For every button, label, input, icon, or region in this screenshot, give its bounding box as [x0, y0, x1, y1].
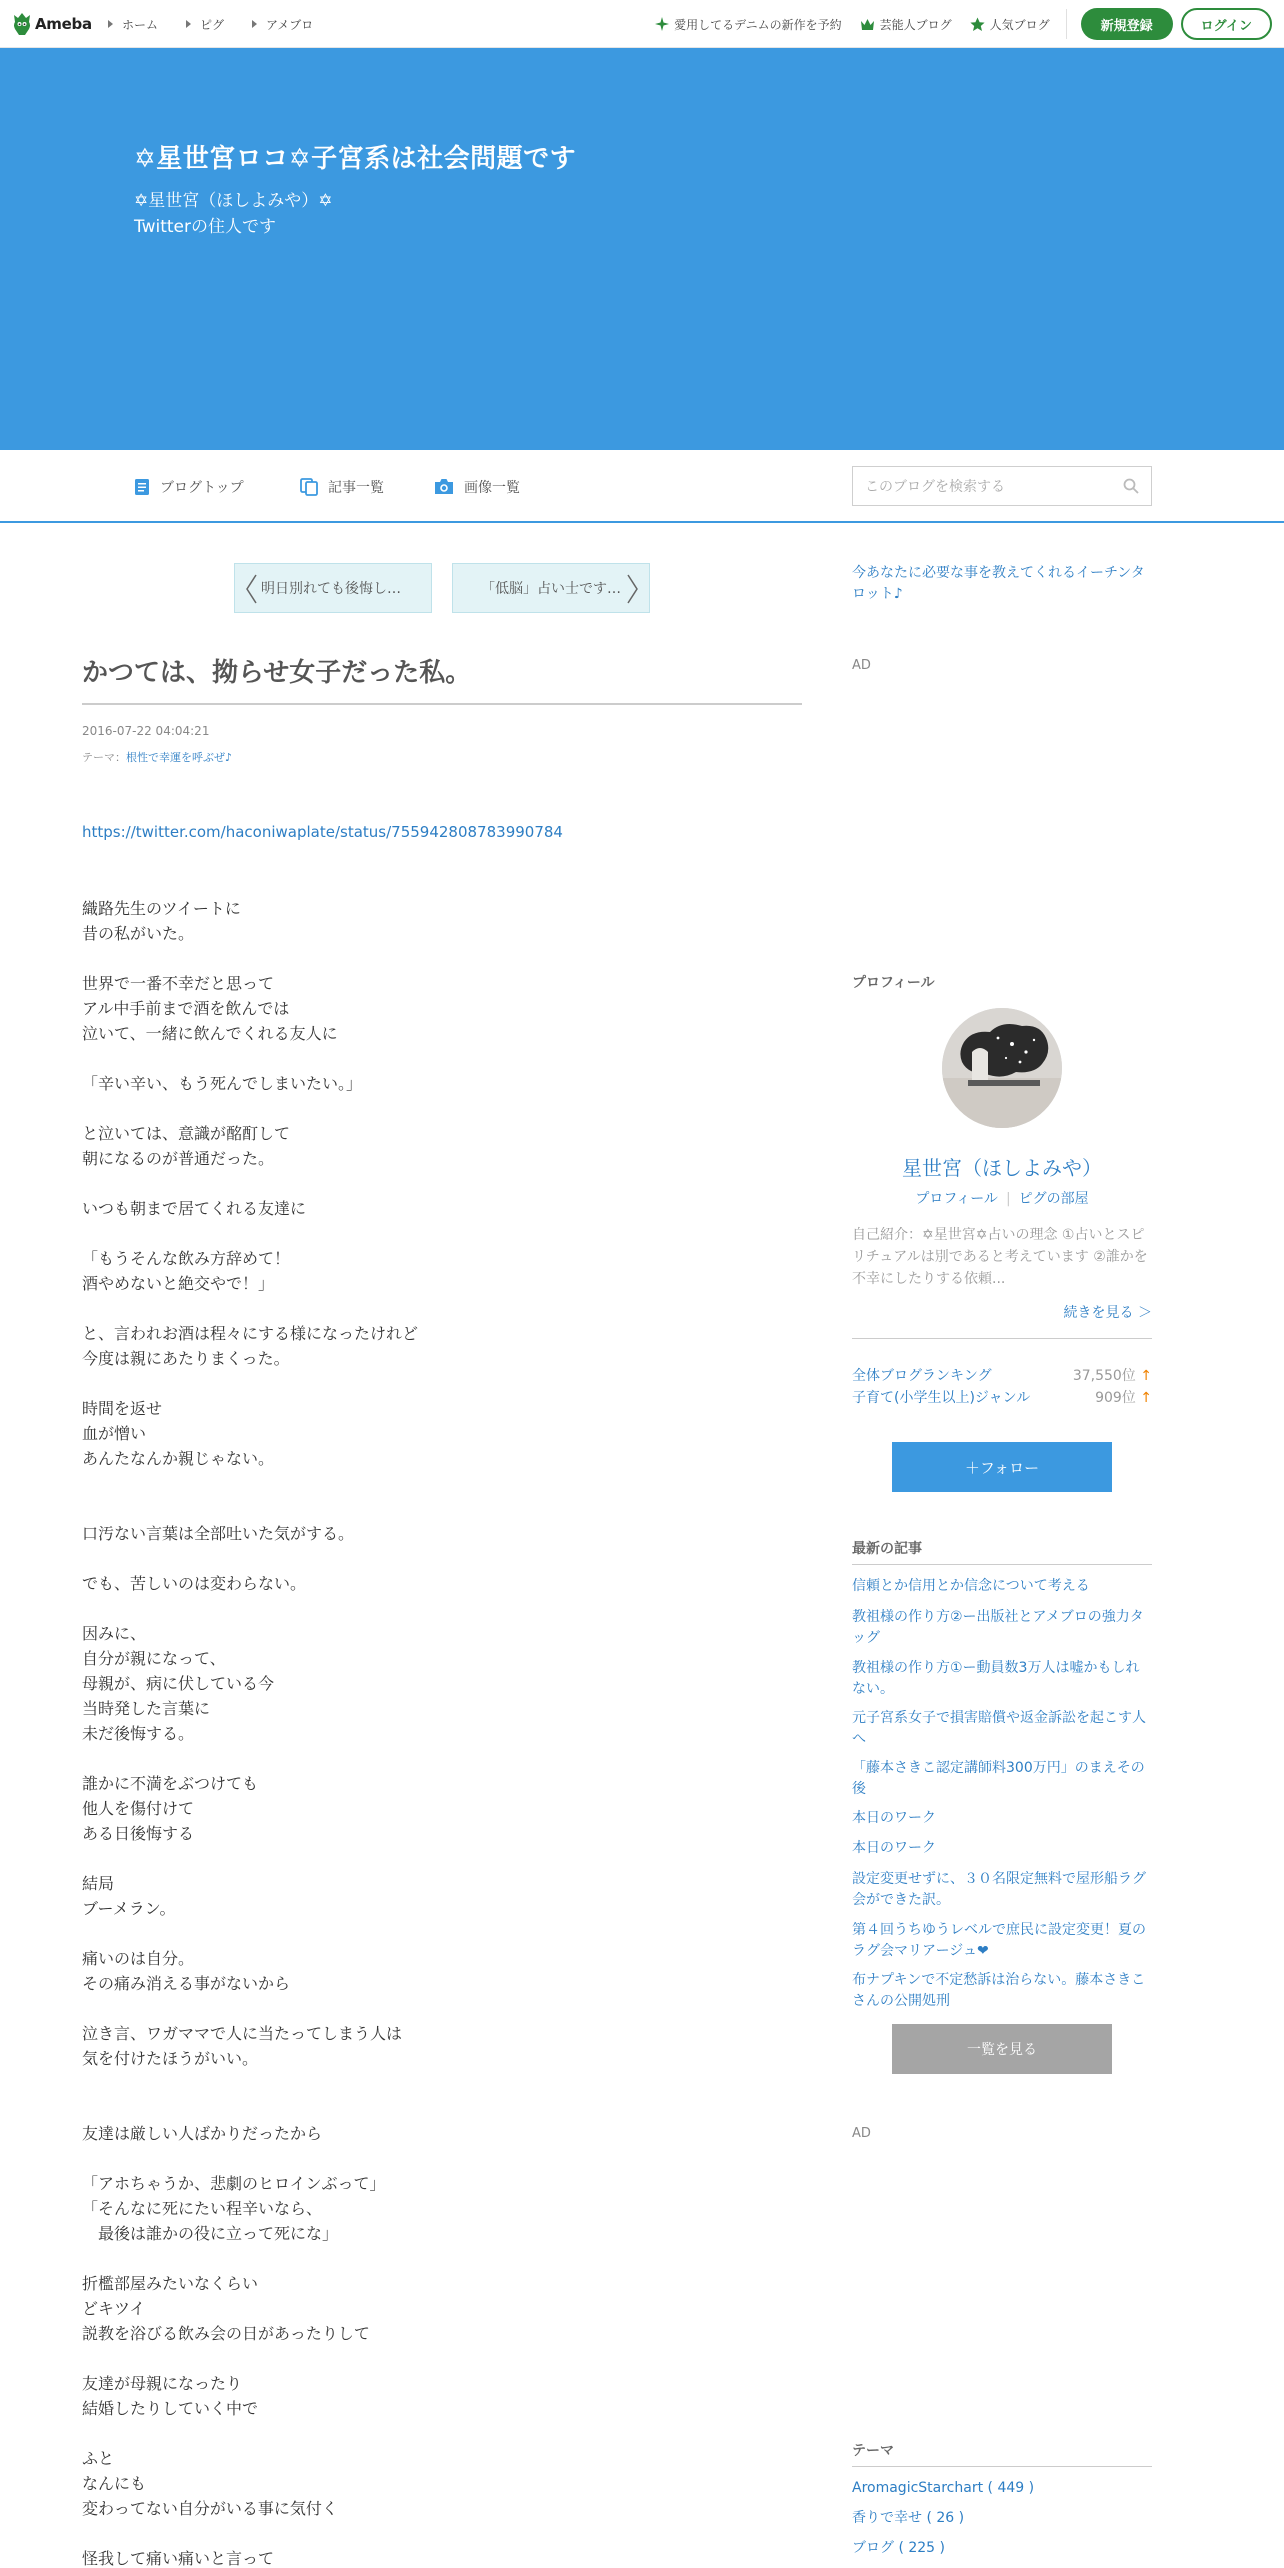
recent-article-link[interactable]: 元子宮系女子で損害賠償や返金訴訟を起こす人へ [852, 1710, 1146, 1747]
article-line [82, 1746, 802, 1771]
article-line: ふと [82, 2449, 115, 2468]
popular-blog-link[interactable] [970, 16, 1050, 33]
article-title: かつては、拗らせ女子だった私。 [82, 658, 472, 688]
article-line: 今度は親にあたりまくった。 [82, 1349, 290, 1368]
profile-links [852, 1188, 1152, 1208]
article-line: 友達は厳しい人ばかりだったから [82, 2124, 323, 2143]
ranking-value: 909位 [1095, 1390, 1136, 1406]
next-article-button[interactable] [452, 563, 650, 613]
article-line [82, 1996, 802, 2021]
article-line: いつも朝まで居てくれる友達に [82, 1199, 307, 1218]
blog-nav [0, 450, 1284, 523]
article-line: 泣き言、ワガママで人に当たってしまう人は [82, 2024, 403, 2043]
ameba-logo-icon [12, 12, 32, 36]
global-nav [108, 0, 341, 48]
article-line: 「そんなに死にたい程辛いなら、 [82, 2199, 323, 2218]
rank-up-icon: ↑ [1140, 1390, 1152, 1406]
prev-article-label: 明日別れても後悔し… [261, 581, 401, 597]
article-body [82, 896, 802, 2568]
chevron-left-icon [245, 574, 257, 604]
divider: | [1005, 1191, 1011, 1207]
profile-intro: 自己紹介：✡星世宮✡占いの理念 ①占いとスピリチュアルは別であると考えています ②誰かを不幸にしたりする依頼... [852, 1227, 1148, 1287]
nav-pigg-label: ピグ [200, 17, 225, 32]
article-line: 酒やめないと絶交やで！」 [82, 1274, 275, 1293]
divider [852, 1338, 1152, 1339]
theme-prefix: テーマ： [82, 751, 126, 764]
copy-icon [300, 478, 318, 496]
pigg-room-link[interactable]: ピグの部屋 [1018, 1191, 1089, 1207]
article-line: 「もうそんな飲み方辞めて！ [82, 1249, 291, 1268]
nav-home-label: ホーム [122, 17, 159, 32]
title-divider [82, 703, 802, 705]
ranking-label[interactable]: 子育て(小学生以上)ジャンル [852, 1390, 1031, 1406]
article-list-label: 記事一覧 [328, 479, 384, 496]
nav-pigg[interactable] [186, 16, 224, 33]
article-line: 当時発した言葉に [82, 1699, 211, 1718]
blog-title[interactable]: ✡星世宮ロコ✡子宮系は社会問題です [134, 144, 577, 174]
celebrity-blog-link[interactable] [860, 16, 952, 33]
blog-search-placeholder: このブログを検索する [865, 479, 1005, 495]
article-line [82, 1296, 802, 1321]
ranking-genre [852, 1387, 1152, 1407]
article-line: あんたなんか親じゃない。 [82, 1449, 275, 1468]
article-line: 因みに、 [82, 1624, 147, 1643]
article-line [82, 1096, 802, 1121]
article-line [82, 1221, 802, 1246]
recent-article-link[interactable]: 本日のワーク [852, 1810, 936, 1826]
theme-link[interactable]: ブログ ( 225 ) [852, 2540, 945, 2556]
nav-home[interactable] [108, 16, 158, 33]
article-line: 友達が母親になったり [82, 2374, 243, 2393]
article-line: ブーメラン。 [82, 1899, 176, 1918]
article-line [82, 2421, 802, 2446]
triangle-right-icon [186, 20, 191, 28]
avatar[interactable] [942, 1008, 1062, 1128]
theme-link[interactable]: AromagicStarchart ( 449 ) [852, 2480, 1035, 2496]
article-line: 最後は誰かの役に立って死にな」 [82, 2224, 339, 2243]
article-line: 口汚ない言葉は全部吐いた気がする。 [82, 1524, 355, 1543]
article-line: どキツイ [82, 2299, 146, 2318]
ranking-overall [852, 1365, 1152, 1385]
recent-article-link[interactable]: 設定変更せずに、３０名限定無料で屋形船ラグ会ができた訳。 [852, 1871, 1146, 1908]
article-line: 結局 [82, 1874, 115, 1893]
rank-up-icon: ↑ [1140, 1368, 1152, 1384]
triangle-right-icon [108, 20, 113, 28]
article-line [82, 1596, 802, 1621]
article-line: 世界で一番不幸だと思って [82, 974, 275, 993]
search-icon[interactable] [1123, 478, 1139, 494]
prev-article-button[interactable] [234, 563, 432, 613]
article-line [82, 2521, 802, 2546]
recent-article-link[interactable]: 教祖様の作り方①ー動員数3万人は嘘かもしれない。 [852, 1660, 1140, 1697]
divider [852, 1564, 1152, 1565]
theme-link[interactable]: 香りで幸せ ( 26 ) [852, 2510, 965, 2526]
article-line [82, 1546, 802, 1571]
image-list-link[interactable] [434, 450, 520, 523]
article-line: 血が憎い [82, 1424, 147, 1443]
article-line: 誰かに不満をぶつけても [82, 1774, 259, 1793]
theme-heading: テーマ [852, 2443, 894, 2459]
article-line [82, 1921, 802, 1946]
article-date: 2016-07-22 04:04:21 [82, 724, 210, 738]
article-line [82, 1471, 802, 1496]
celebrity-blog-label: 芸能人ブログ [879, 17, 952, 32]
divider [1066, 9, 1067, 39]
article-line: 痛いのは自分。 [82, 1949, 195, 1968]
recent-heading: 最新の記事 [852, 1541, 922, 1557]
crown-icon [860, 18, 875, 31]
article-line: 自分が親になって、 [82, 1649, 226, 1668]
article-line: 時間を返せ [82, 1399, 163, 1418]
article-line [82, 2246, 802, 2271]
recent-article-link[interactable]: 「藤本さきこ認定講師料300万円」のまえその後 [852, 1760, 1145, 1797]
nav-ameblo[interactable] [252, 16, 313, 33]
article-line: 「辛い辛い、もう死んでしまいたい。」 [82, 1074, 363, 1093]
recent-article-link[interactable]: 教祖様の作り方②ー出版社とアメブロの強力タッグ [852, 1609, 1144, 1646]
register-button[interactable]: 新規登録 [1081, 8, 1173, 40]
article-line [82, 2346, 802, 2371]
blog-description-line: Twitterの住人です [134, 217, 276, 237]
article-line [82, 2146, 802, 2171]
blog-description-line: ✡星世宮（ほしよみや）✡ [134, 191, 333, 211]
article-line: ある日後悔する [82, 1824, 195, 1843]
blog-search-input[interactable] [852, 466, 1152, 506]
view-all-button[interactable]: 一覧を見る [892, 2024, 1112, 2074]
nav-ameblo-label: アメブロ [266, 17, 314, 32]
blog-top-label: ブログトップ [160, 479, 244, 496]
profile-link[interactable]: プロフィール [915, 1191, 998, 1207]
recent-article-link[interactable]: 布ナプキンで不定愁訴は治らない。藤本さきこさんの公開処刑 [852, 1972, 1146, 2009]
triangle-right-icon [252, 20, 257, 28]
article-line [82, 1371, 802, 1396]
article-line [82, 1846, 802, 1871]
article-line: 朝になるのが普通だった。 [82, 1149, 275, 1168]
camera-icon [434, 478, 454, 495]
article-line: 気を付けたほうがいい。 [82, 2049, 259, 2068]
ranking-label[interactable]: 全体ブログランキング [852, 1368, 992, 1384]
article-theme [82, 749, 232, 765]
article-line: アル中手前まで酒を飲んでは [82, 999, 290, 1018]
blog-header [0, 48, 1284, 450]
article-line: 結婚したりしていく中で [82, 2399, 259, 2418]
article-line: 怪我して痛い痛いと言って [82, 2549, 275, 2568]
star-icon [970, 17, 985, 32]
sidebar-promo-link[interactable]: 今あなたに必要な事を教えてくれるイーチンタロット♪ [852, 565, 1145, 602]
blog-description [134, 188, 333, 240]
image-list-label: 画像一覧 [464, 479, 520, 496]
recent-article-link[interactable]: 第４回うちゆうレベルで庶民に設定変更！夏のラグ会マリアージュ❤ [852, 1922, 1146, 1959]
profile-heading: プロフィール [852, 975, 935, 991]
article-line: と泣いては、意識が酩酊して [82, 1124, 291, 1143]
chevron-right-icon [627, 574, 639, 604]
promo-link-label: 愛用してるデニムの新作を予約 [674, 17, 842, 32]
recent-article-link[interactable]: 本日のワーク [852, 1840, 936, 1856]
avatar-image [942, 1008, 1062, 1128]
article-line: 他人を傷付けて [82, 1799, 195, 1818]
article-line: なんにも [82, 2474, 147, 2493]
ameba-logo[interactable] [12, 11, 92, 37]
article-line [82, 946, 802, 971]
article-line [82, 2071, 802, 2096]
article-line: その痛み消える事がないから [82, 1974, 291, 1993]
header-actions [637, 0, 1272, 48]
next-article-label: 「低脳」占い士です… [481, 581, 621, 597]
twitter-link[interactable]: https://twitter.com/haconiwaplate/status/755942808783990784 [82, 823, 563, 841]
recent-article-link[interactable]: 信頼とか信用とか信念について考える [852, 1578, 1090, 1594]
promo-link[interactable] [655, 16, 842, 33]
article-line [82, 1046, 802, 1071]
article-line: 母親が、病に伏している今 [82, 1674, 275, 1693]
article-line: でも、苦しいのは変わらない。 [82, 1574, 307, 1593]
article-line: 昔の私がいた。 [82, 924, 195, 943]
blog-top-link[interactable] [134, 450, 244, 523]
article-line: 説教を浴びる飲み会の日があったりして [82, 2324, 370, 2343]
popular-blog-label: 人気ブログ [989, 17, 1050, 32]
document-icon [134, 478, 150, 496]
article-line: 「アホちゃうか、悲劇のヒロインぶって」 [82, 2174, 386, 2193]
article-line [82, 2096, 802, 2121]
sparkle-icon [655, 17, 669, 31]
article-line [82, 1496, 802, 1521]
logo-text: Ameba [35, 15, 92, 33]
article-line: 織路先生のツイートに [82, 899, 241, 918]
article-line: 泣いて、一緒に飲んでくれる友人に [82, 1024, 338, 1043]
article-list-link[interactable] [300, 450, 384, 523]
ranking-value: 37,550位 [1072, 1368, 1136, 1384]
read-more-link[interactable]: 続きを見る ＞ [1063, 1305, 1152, 1321]
follow-button[interactable]: ＋フォロー [892, 1442, 1112, 1492]
profile-name[interactable]: 星世宮（ほしよみや） [902, 1156, 1102, 1180]
ad-label: AD [852, 658, 871, 673]
ad-label: AD [852, 2126, 871, 2141]
global-header [0, 0, 1284, 48]
login-button[interactable]: ログイン [1181, 8, 1272, 40]
divider [852, 2466, 1152, 2467]
article-line: 未だ後悔する。 [82, 1724, 195, 1743]
theme-link[interactable]: 根性で幸運を呼ぶぜ♪ [126, 751, 233, 764]
article-line [82, 1171, 802, 1196]
article-line: 変わってない自分がいる事に気付く [82, 2499, 338, 2518]
article-line: 折檻部屋みたいなくらい [82, 2274, 259, 2293]
article-line: と、言われお酒は程々にする様になったけれど [82, 1324, 419, 1343]
